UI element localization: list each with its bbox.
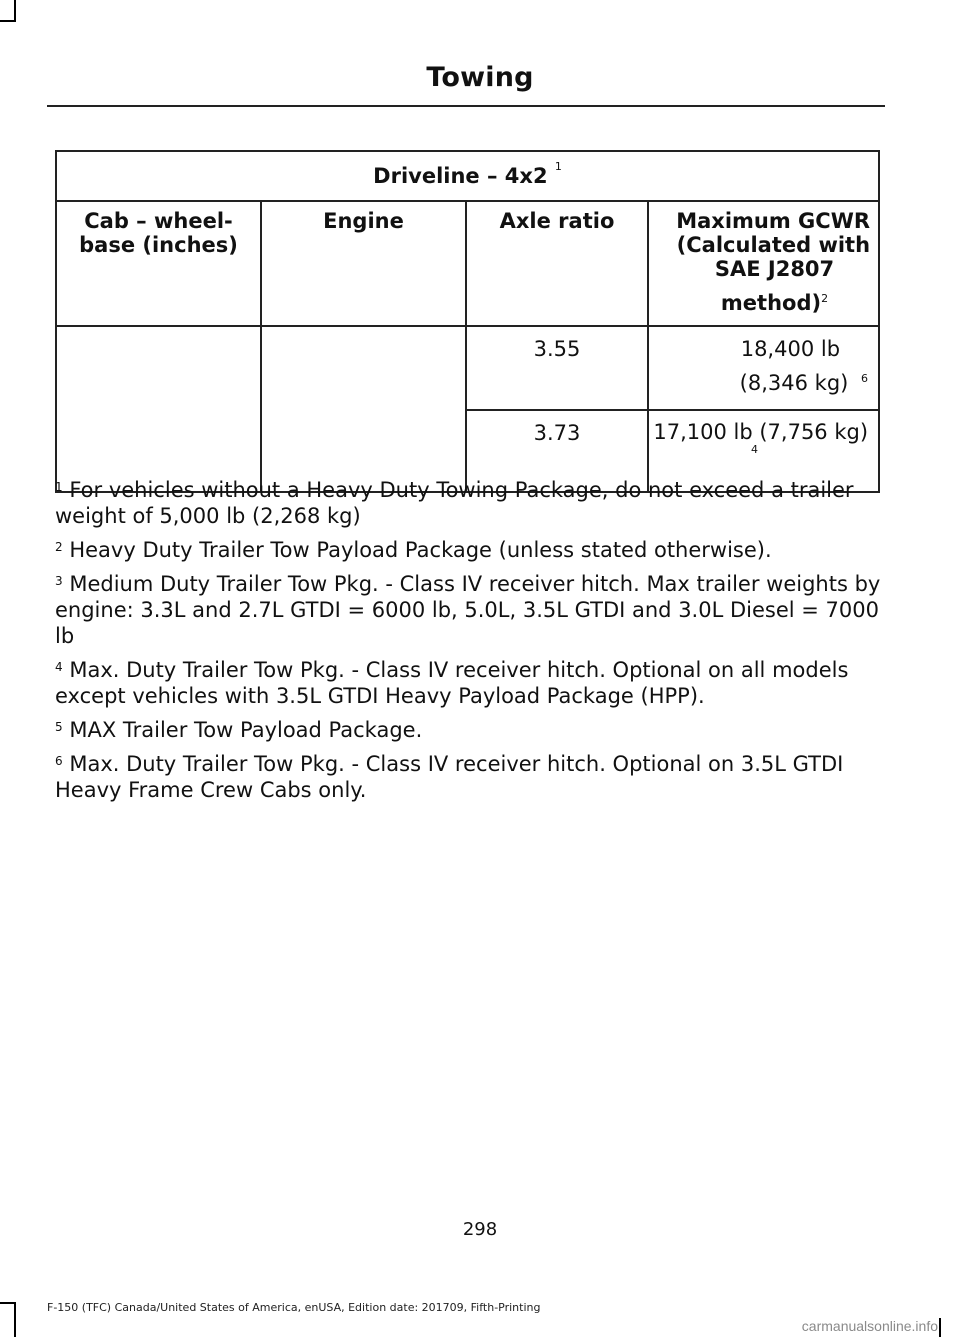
page-number: 298 — [462, 1219, 498, 1240]
table-row — [56, 326, 879, 410]
table-caption-row — [56, 151, 879, 201]
column-header-gcwr-line1: Maximum GCWR — [676, 209, 871, 233]
footnote — [55, 751, 885, 803]
footnote-number: 6 — [55, 754, 63, 768]
footnote-number: 5 — [55, 720, 63, 734]
header-rule — [47, 105, 885, 107]
crop-mark — [14, 0, 16, 22]
table-header-row — [56, 201, 879, 326]
column-header-axle-ratio-text: Axle ratio — [499, 209, 615, 233]
table-cell-axle-ratio: 3.73 — [466, 410, 648, 492]
gcwr-value-kg-wrap — [649, 371, 868, 395]
crop-mark — [939, 1318, 941, 1337]
footnote-text: For vehicles without a Heavy Duty Towing Package, do not exceed a trailer weight of 5,000 lb (2,268 kg) — [55, 478, 854, 528]
gcwr-value-kg: (8,346 kg) — [739, 371, 849, 395]
footnote-text: Heavy Duty Trailer Tow Payload Package (unless stated otherwise). — [69, 538, 772, 562]
table-cell-axle-ratio: 3.55 — [466, 326, 648, 410]
footnote-ref: 1 — [554, 160, 562, 173]
crop-mark — [0, 1302, 16, 1304]
footnote-ref: 6 — [861, 372, 869, 385]
column-header-cab — [56, 201, 261, 326]
column-header-gcwr-line2: (Calculated with — [676, 233, 871, 257]
driveline-table — [55, 150, 880, 493]
column-header-gcwr-line3: SAE J2807 — [714, 257, 835, 281]
crop-mark — [14, 1302, 16, 1337]
column-header-gcwr-line4: method) — [720, 291, 822, 315]
footnote-text: Max. Duty Trailer Tow Pkg. - Class IV receiver hitch. Optional on 3.5L GTDI Heavy Frame Crew Cabs only. — [55, 752, 844, 802]
footnote — [55, 477, 885, 529]
gcwr-value-lb: 18,400 lb — [740, 337, 841, 361]
footnote-number: 4 — [55, 660, 63, 674]
edition-footer: F-150 (TFC) Canada/United States of America, enUSA, Edition date: 201709, Fifth-Printing — [47, 1301, 541, 1314]
footnote-ref: 4 — [751, 443, 759, 456]
crop-mark — [0, 20, 16, 22]
footnote-text: Medium Duty Trailer Tow Pkg. - Class IV receiver hitch. Max trailer weights by engine: 3.3L and 2.7L GTDI = 6000 lb, 5.0L, 3.5L GTDI and 3.0L Diesel = 7000 lb — [55, 572, 881, 648]
watermark: carmanualsonline.info — [801, 1318, 938, 1334]
footnote — [55, 537, 885, 563]
table-cell-cab — [56, 326, 261, 492]
footnote — [55, 717, 885, 743]
column-header-engine — [261, 201, 466, 326]
table-caption-text: Driveline – 4x2 — [373, 164, 548, 188]
footnote-number: 2 — [55, 540, 63, 554]
footnote-number: 3 — [55, 574, 63, 588]
footnote — [55, 657, 885, 709]
table-cell-gcwr — [648, 326, 879, 410]
column-header-gcwr-line4-wrap — [649, 291, 870, 315]
footnote-text: MAX Trailer Tow Payload Package. — [69, 718, 423, 742]
column-header-cab-text: Cab – wheel-base (inches) — [79, 209, 238, 257]
footnote-number: 1 — [55, 480, 63, 494]
gcwr-value: 17,100 lb (7,756 kg) — [653, 420, 869, 444]
footnote-ref: 2 — [821, 292, 829, 305]
column-header-axle-ratio — [466, 201, 648, 326]
footnotes — [55, 477, 885, 811]
footnote — [55, 571, 885, 649]
footnote-text: Max. Duty Trailer Tow Pkg. - Class IV receiver hitch. Optional on all models except vehicles with 3.5L GTDI Heavy Payload Package (HPP). — [55, 658, 849, 708]
table-cell-engine — [261, 326, 466, 492]
column-header-gcwr — [648, 201, 879, 326]
page-title: Towing — [426, 62, 534, 93]
column-header-engine-text: Engine — [323, 209, 404, 233]
table-caption — [56, 151, 879, 201]
